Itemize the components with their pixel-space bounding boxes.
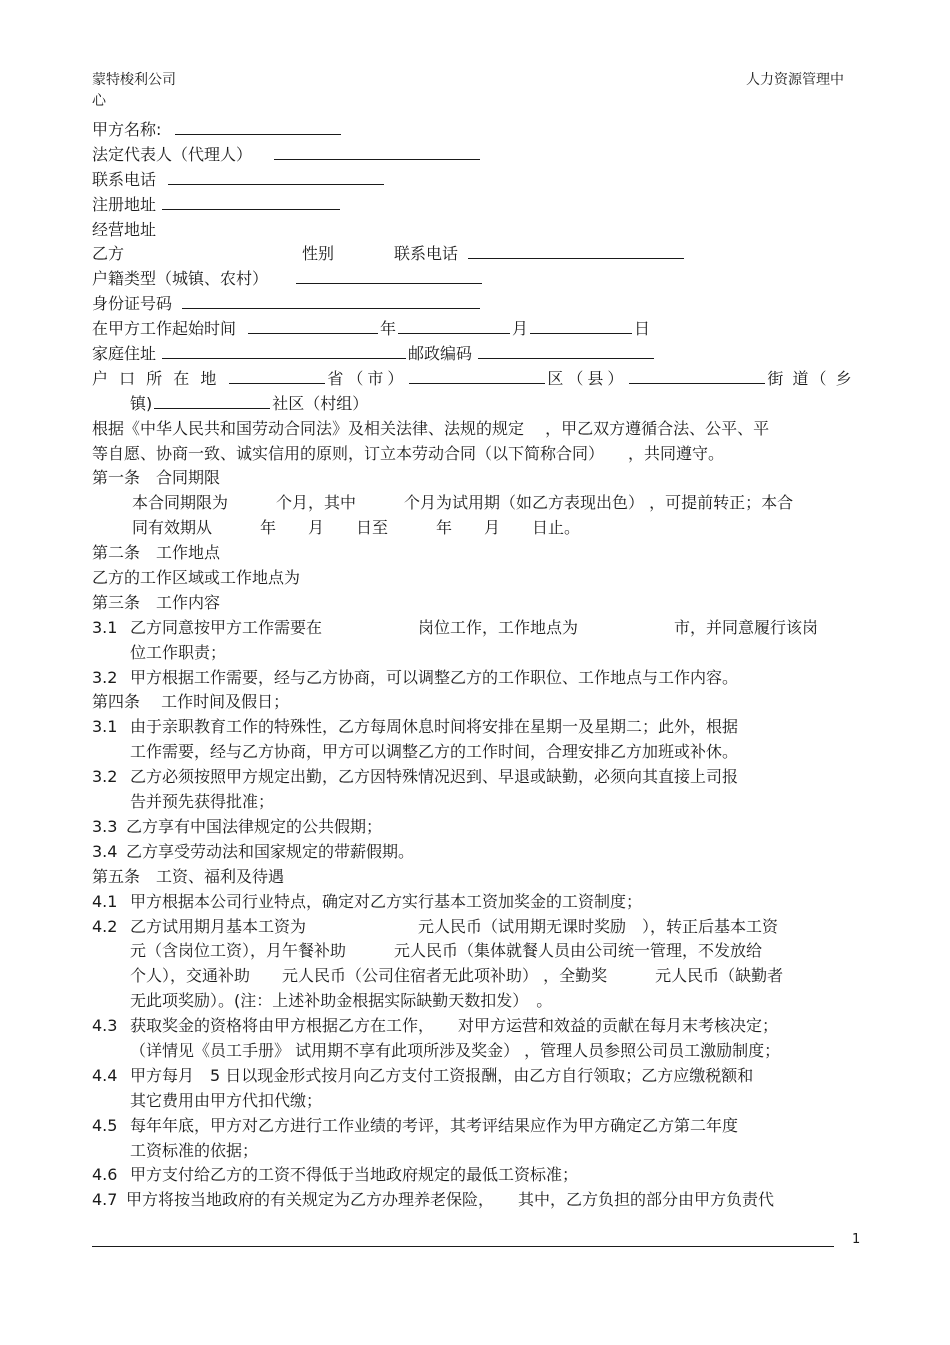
id-number-line	[92, 292, 862, 317]
label: 注册地址	[92, 194, 157, 214]
clause-5-2	[92, 915, 862, 940]
clause-text: 每年年底，甲方对乙方进行工作业绩的考评，其考评结果应作为甲方确定乙方第二年度	[130, 1115, 739, 1135]
clause-text: 乙方同意按甲方工作需要在 岗位工作，工作地点为 市，并同意履行该岗	[130, 617, 819, 637]
header-company: 蒙特梭利公司	[92, 72, 176, 88]
clause-number: 4.2	[92, 916, 118, 936]
label: 法定代表人（代理人）	[92, 144, 253, 164]
fill-blank[interactable]	[409, 367, 545, 384]
party-b-line	[92, 242, 862, 267]
start-date-line	[92, 317, 862, 342]
clause-4-2-cont: 告并预先获得批准；	[130, 792, 275, 812]
fill-blank[interactable]	[629, 367, 765, 384]
household-type-line	[92, 267, 862, 292]
label: 性别	[302, 244, 335, 264]
label: 乙方	[92, 244, 125, 264]
hukou-line	[92, 367, 862, 392]
clause-text: 乙方享受劳动法和国家规定的带薪假期。	[126, 841, 415, 861]
clause-number: 4.1	[92, 891, 118, 911]
clause-text: 甲方根据本公司行业特点，确定对乙方实行基本工资加奖金的工资制度；	[130, 891, 643, 911]
clause-number: 3.1	[92, 717, 118, 737]
clause-4-4	[92, 840, 862, 865]
fill-blank[interactable]	[229, 367, 325, 384]
clause-number: 3.3	[92, 816, 118, 836]
clause-text: 甲方支付给乙方的工资不得低于当地政府规定的最低工资标准；	[130, 1165, 579, 1185]
clause-text: 乙方试用期月基本工资为 元人民币（试用期无课时奖励 ），转正后基本工资	[130, 916, 779, 936]
clause-4-1	[92, 715, 862, 740]
article-1-p1: 本合同期限为 个月，其中 个月为试用期（如乙方表现出色） ，可提前转正；本合	[132, 493, 794, 513]
header-company-wrap: 心	[92, 93, 106, 109]
home-address-line	[92, 342, 862, 367]
fill-blank[interactable]	[296, 267, 482, 284]
clause-number: 4.5	[92, 1115, 118, 1135]
label: 月	[512, 319, 529, 339]
clause-5-5-cont: 工资标准的依据；	[130, 1140, 259, 1160]
article-3-title: 第三条 工作内容	[92, 592, 221, 612]
article-1-title: 第一条 合同期限	[92, 468, 221, 488]
contract-body	[92, 118, 862, 1213]
fill-blank[interactable]	[468, 242, 684, 259]
label: 户籍类型（城镇、农村）	[92, 269, 269, 289]
fill-blank[interactable]	[182, 292, 480, 309]
preamble-2: 等自愿、协商一致、诚实信用的原则，订立本劳动合同（以下简称合同） ，共同遵守。	[92, 443, 725, 463]
clause-3-1-cont: 位工作职责；	[130, 642, 227, 662]
hukou-line-cont	[92, 392, 862, 417]
clause-text: 甲方将按当地政府的有关规定为乙方办理养老保险， 其中，乙方负担的部分由甲方负责代	[126, 1190, 775, 1210]
clause-5-2-cont1: 元（含岗位工资），月午餐补助 元人民币（集体就餐人员由公司统一管理，不发放给	[130, 941, 763, 961]
label: 街 道（ 乡	[767, 368, 854, 388]
fill-blank[interactable]	[162, 342, 406, 359]
fill-blank[interactable]	[398, 317, 510, 334]
clause-4-1-cont: 工作需要，经与乙方协商，甲方可以调整乙方的工作时间，合理安排乙方加班或补休。	[130, 742, 739, 762]
clause-number: 3.2	[92, 667, 118, 687]
clause-number: 4.7	[92, 1190, 118, 1210]
clause-5-4-cont: 其它费用由甲方代扣代缴；	[130, 1090, 323, 1110]
clause-5-1	[92, 890, 862, 915]
article-2-title: 第二条 工作地点	[92, 543, 221, 563]
article-2-p1: 乙方的工作区域或工作地点为	[92, 568, 301, 588]
fill-blank[interactable]	[478, 342, 654, 359]
fill-blank[interactable]	[154, 392, 270, 409]
article-1-p2: 同有效期从 年 月 日至 年 月 日止。	[132, 518, 581, 538]
fill-blank[interactable]	[530, 317, 632, 334]
label: 甲方名称:	[92, 120, 162, 139]
label: 家庭住址	[92, 344, 157, 364]
label: 区（县）	[547, 368, 628, 388]
clause-number: 3.2	[92, 767, 118, 787]
page-number: 1	[852, 1232, 861, 1247]
clause-text: 甲方根据工作需要，经与乙方协商，可以调整乙方的工作职位、工作地点与工作内容。	[130, 667, 739, 687]
clause-5-6	[92, 1163, 862, 1188]
reg-address-line	[92, 193, 862, 218]
label: 邮政编码	[408, 344, 473, 364]
clause-5-7	[92, 1188, 862, 1213]
clause-5-2-cont2: 个人），交通补助 元人民币（公司住宿者无此项补助） ，全勤奖 元人民币（缺勤者	[130, 966, 784, 986]
clause-text: 乙方享有中国法律规定的公共假期；	[126, 816, 383, 836]
label: 社区（村组）	[272, 393, 369, 413]
clause-number: 4.6	[92, 1165, 118, 1185]
legal-rep-line	[92, 143, 862, 168]
label: 联系电话	[92, 169, 157, 189]
header-dept: 人力资源管理中	[746, 72, 844, 88]
preamble-1: 根据《中华人民共和国劳动合同法》及相关法律、法规的规定 ，甲乙双方遵循合法、公平、平	[92, 418, 770, 438]
fill-blank[interactable]	[248, 317, 378, 334]
clause-number: 3.4	[92, 841, 118, 861]
clause-text: 获取奖金的资格将由甲方根据乙方在工作， 对甲方运营和效益的贡献在每月末考核决定；	[130, 1016, 779, 1036]
label: 镇)	[130, 393, 153, 413]
label: 在甲方工作起始时间	[92, 319, 237, 339]
article-5-title: 第五条 工资、福利及待遇	[92, 866, 285, 886]
label: 户 口 所 在 地	[92, 368, 220, 388]
label: 身份证号码	[92, 294, 173, 314]
fill-blank[interactable]	[168, 168, 384, 185]
clause-5-4	[92, 1064, 862, 1089]
fill-blank[interactable]	[274, 143, 480, 160]
clause-text: 甲方每月 5 日以现金形式按月向乙方支付工资报酬，由乙方自行领取；乙方应缴税额和	[130, 1065, 754, 1085]
party-a-name-line	[92, 118, 862, 143]
clause-5-2-cont3: 无此项奖励）。(注：上述补助金根据实际缺勤天数扣发） 。	[130, 991, 553, 1011]
clause-number: 4.4	[92, 1065, 118, 1085]
clause-number: 4.3	[92, 1016, 118, 1036]
clause-4-3	[92, 815, 862, 840]
biz-address-line	[92, 218, 862, 243]
clause-5-5	[92, 1114, 862, 1139]
clause-5-3-cont: （详情见《员工手册》 试用期不享有此项所涉及奖金） ，管理人员参照公司员工激励制度；	[130, 1040, 781, 1060]
footer-rule	[92, 1246, 834, 1247]
phone-line	[92, 168, 862, 193]
clause-text: 由于亲职教育工作的特殊性，乙方每周休息时间将安排在星期一及星期二；此外，根据	[130, 717, 739, 737]
clause-text: 乙方必须按照甲方规定出勤，乙方因特殊情况迟到、早退或缺勤，必须向其直接上司报	[130, 767, 739, 787]
article-4-title: 第四条 工作时间及假日；	[92, 692, 290, 712]
clause-5-3	[92, 1014, 862, 1039]
clause-number: 3.1	[92, 617, 118, 637]
label: 日	[634, 319, 651, 339]
clause-4-2	[92, 765, 862, 790]
label: 经营地址	[92, 219, 157, 239]
clause-3-1	[92, 616, 862, 641]
label: 联系电话	[394, 244, 459, 264]
clause-3-2	[92, 666, 862, 691]
label: 年	[380, 319, 397, 339]
fill-blank[interactable]	[175, 118, 341, 135]
label: 省（市）	[327, 368, 408, 388]
fill-blank[interactable]	[162, 193, 340, 210]
